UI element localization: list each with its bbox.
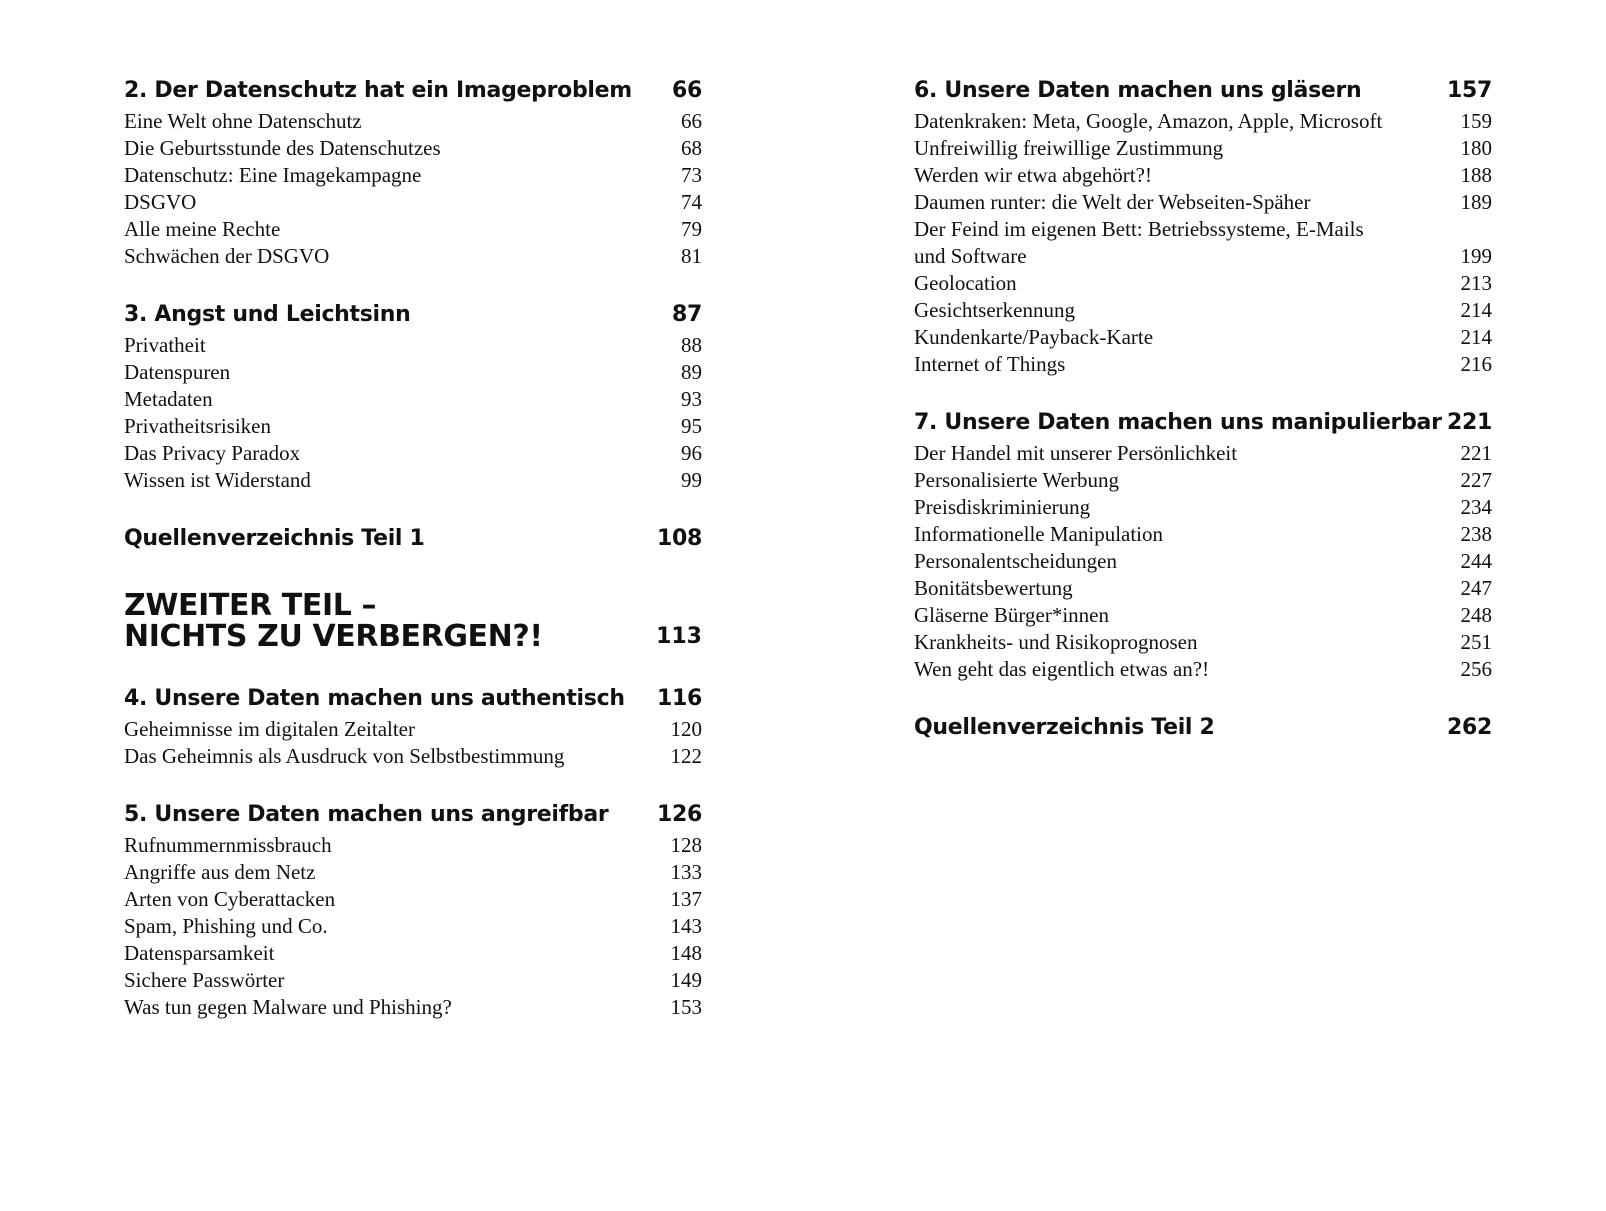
sources-heading[interactable]	[124, 522, 702, 556]
sources-page-number: 108	[656, 526, 702, 551]
toc-entry[interactable]	[124, 189, 702, 216]
entry-title: Werden wir etwa abgehört?!	[914, 163, 1152, 187]
entry-title: Der Feind im eigenen Bett: Betriebssysteme, E-Mails	[914, 217, 1364, 241]
toc-entry[interactable]	[124, 108, 702, 135]
entry-title: Geolocation	[914, 271, 1017, 295]
entry-page-number: 256	[1460, 657, 1492, 681]
toc-entry[interactable]	[914, 324, 1492, 351]
entry-page-number: 79	[681, 217, 702, 241]
entry-title: Schwächen der DSGVO	[124, 244, 330, 268]
chapter-page-number: 116	[656, 686, 702, 711]
chapter-title: 6. Unsere Daten machen uns gläsern	[914, 78, 1362, 103]
entry-page-number: 74	[681, 190, 702, 214]
entry-page-number: 213	[1460, 271, 1492, 295]
toc-entry[interactable]	[124, 359, 702, 386]
toc-entry[interactable]	[914, 135, 1492, 162]
entry-title: Spam, Phishing und Co.	[124, 914, 328, 938]
entry-title: Rufnummernmissbrauch	[124, 833, 332, 857]
toc-entry[interactable]	[124, 135, 702, 162]
entry-page-number: 180	[1460, 136, 1492, 160]
entry-title: Das Privacy Paradox	[124, 441, 301, 465]
entry-page-number: 199	[1460, 244, 1492, 268]
entry-page-number: 214	[1460, 325, 1492, 349]
entry-title: Datensparsamkeit	[124, 941, 275, 965]
entry-title: Personalentscheidungen	[914, 549, 1117, 573]
toc-entry[interactable]	[124, 386, 702, 413]
entry-page-number: 234	[1460, 495, 1492, 519]
entry-title: Gesichtserkennung	[914, 298, 1075, 322]
toc-chapter-2	[124, 74, 702, 270]
entry-title: Eine Welt ohne Datenschutz	[124, 109, 362, 133]
toc-entry[interactable]	[914, 162, 1492, 189]
toc-entry[interactable]	[124, 967, 702, 994]
part-title	[124, 590, 543, 652]
entry-title: Die Geburtsstunde des Datenschutzes	[124, 136, 441, 160]
chapter-page-number: 221	[1446, 410, 1492, 435]
toc-entry[interactable]	[914, 521, 1492, 548]
chapter-heading[interactable]	[124, 74, 702, 108]
entry-title: Informationelle Manipulation	[914, 522, 1164, 546]
chapter-page-number: 87	[671, 302, 702, 327]
entry-page-number: 148	[670, 941, 702, 965]
toc-sources-part-1	[124, 522, 702, 556]
toc-chapter-6	[914, 74, 1492, 378]
entry-page-number: 68	[681, 136, 702, 160]
entry-page-number: 188	[1460, 163, 1492, 187]
toc-entry[interactable]	[124, 413, 702, 440]
entry-page-number: 214	[1460, 298, 1492, 322]
chapter-page-number: 157	[1446, 78, 1492, 103]
part-title-line-2: NICHTS ZU VERBERGEN?!	[124, 619, 543, 654]
toc-part-heading[interactable]	[124, 590, 702, 652]
entry-title: Das Geheimnis als Ausdruck von Selbstbestimmung	[124, 744, 565, 768]
sources-title: Quellenverzeichnis Teil 1	[124, 526, 425, 551]
toc-entry[interactable]	[124, 994, 702, 1021]
entry-title: Datenschutz: Eine Imagekampagne	[124, 163, 422, 187]
toc-entry[interactable]	[124, 832, 702, 859]
toc-left-column	[124, 74, 702, 1049]
toc-entry[interactable]	[914, 440, 1492, 467]
toc-entry[interactable]	[914, 629, 1492, 656]
toc-entry[interactable]	[124, 940, 702, 967]
entry-title: Geheimnisse im digitalen Zeitalter	[124, 717, 415, 741]
toc-chapter-4	[124, 682, 702, 770]
entry-title: Bonitätsbewertung	[914, 576, 1073, 600]
toc-entry[interactable]	[914, 467, 1492, 494]
toc-entry[interactable]	[914, 297, 1492, 324]
toc-entry[interactable]	[124, 440, 702, 467]
entry-page-number: 244	[1460, 549, 1492, 573]
entry-title: Datenkraken: Meta, Google, Amazon, Apple, Microsoft	[914, 109, 1383, 133]
entry-page-number: 89	[681, 360, 702, 384]
entry-title: DSGVO	[124, 190, 197, 214]
entry-title: Alle meine Rechte	[124, 217, 281, 241]
entry-page-number: 189	[1460, 190, 1492, 214]
sources-heading[interactable]	[914, 711, 1492, 745]
chapter-page-number: 66	[671, 78, 702, 103]
entry-title: Was tun gegen Malware und Phishing?	[124, 995, 452, 1019]
entry-page-number: 99	[681, 468, 702, 492]
entry-title: Privatheit	[124, 333, 206, 357]
entry-title-continued: und Software	[914, 244, 1027, 268]
entry-page-number: 73	[681, 163, 702, 187]
entry-page-number: 227	[1460, 468, 1492, 492]
toc-entry[interactable]	[914, 189, 1492, 216]
entry-page-number: 247	[1460, 576, 1492, 600]
entry-page-number: 238	[1460, 522, 1492, 546]
chapter-heading[interactable]	[914, 406, 1492, 440]
chapter-heading[interactable]	[124, 798, 702, 832]
entry-page-number: 122	[670, 744, 702, 768]
entry-title: Angriffe aus dem Netz	[124, 860, 316, 884]
toc-chapter-5	[124, 798, 702, 1021]
sources-page-number: 262	[1446, 715, 1492, 740]
entry-page-number: 159	[1460, 109, 1492, 133]
toc-entry[interactable]	[914, 108, 1492, 135]
entry-page-number: 137	[670, 887, 702, 911]
toc-entry[interactable]	[124, 913, 702, 940]
entry-title: Gläserne Bürger*innen	[914, 603, 1109, 627]
entry-title: Metadaten	[124, 387, 213, 411]
toc-entry[interactable]	[124, 332, 702, 359]
chapter-heading[interactable]	[124, 298, 702, 332]
entry-title: Datenspuren	[124, 360, 231, 384]
entry-title: Wen geht das eigentlich etwas an?!	[914, 657, 1210, 681]
entry-title: Preisdiskriminierung	[914, 495, 1091, 519]
sources-title: Quellenverzeichnis Teil 2	[914, 715, 1215, 740]
toc-entry[interactable]	[124, 886, 702, 913]
entry-page-number: 128	[670, 833, 702, 857]
chapter-title: 4. Unsere Daten machen uns authentisch	[124, 686, 625, 711]
toc-entry[interactable]	[914, 548, 1492, 575]
entry-page-number: 248	[1460, 603, 1492, 627]
toc-entry[interactable]	[124, 467, 702, 494]
toc-entry-multiline[interactable]	[914, 216, 1492, 243]
entry-page-number: 95	[681, 414, 702, 438]
entry-title: Arten von Cyberattacken	[124, 887, 336, 911]
part-page-number: 113	[656, 624, 702, 649]
toc-chapter-3	[124, 298, 702, 494]
toc-entry-continuation[interactable]	[914, 243, 1492, 270]
chapter-heading[interactable]	[914, 74, 1492, 108]
toc-sources-part-2	[914, 711, 1492, 745]
entry-page-number: 143	[670, 914, 702, 938]
toc-chapter-7	[914, 406, 1492, 683]
toc-right-column	[914, 74, 1492, 773]
part-title-line-1: ZWEITER TEIL –	[124, 588, 377, 623]
entry-page-number: 96	[681, 441, 702, 465]
entry-title: Sichere Passwörter	[124, 968, 285, 992]
chapter-heading[interactable]	[124, 682, 702, 716]
entry-title: Kundenkarte/Payback-Karte	[914, 325, 1154, 349]
entry-title: Unfreiwillig freiwillige Zustimmung	[914, 136, 1224, 160]
toc-entry[interactable]	[914, 602, 1492, 629]
entry-title: Krankheits- und Risikoprognosen	[914, 630, 1198, 654]
entry-page-number: 93	[681, 387, 702, 411]
entry-title: Wissen ist Widerstand	[124, 468, 311, 492]
toc-entry[interactable]	[124, 859, 702, 886]
toc-entry[interactable]	[124, 716, 702, 743]
entry-title: Der Handel mit unserer Persönlichkeit	[914, 441, 1238, 465]
entry-page-number: 81	[681, 244, 702, 268]
toc-entry[interactable]	[914, 270, 1492, 297]
entry-title: Daumen runter: die Welt der Webseiten-Späher	[914, 190, 1311, 214]
entry-page-number: 149	[670, 968, 702, 992]
chapter-title: 3. Angst und Leichtsinn	[124, 302, 411, 327]
chapter-title: 7. Unsere Daten machen uns manipulierbar	[914, 410, 1442, 435]
toc-entry[interactable]	[124, 162, 702, 189]
toc-entry[interactable]	[914, 656, 1492, 683]
chapter-title: 2. Der Datenschutz hat ein Imageproblem	[124, 78, 632, 103]
entry-title: Privatheitsrisiken	[124, 414, 271, 438]
entry-title: Personalisierte Werbung	[914, 468, 1119, 492]
chapter-title: 5. Unsere Daten machen uns angreifbar	[124, 802, 609, 827]
toc-entry[interactable]	[914, 351, 1492, 378]
toc-entry[interactable]	[914, 494, 1492, 521]
toc-entry[interactable]	[124, 243, 702, 270]
entry-page-number: 216	[1460, 352, 1492, 376]
toc-entry[interactable]	[124, 743, 702, 770]
entry-page-number: 120	[670, 717, 702, 741]
entry-title: Internet of Things	[914, 352, 1066, 376]
entry-page-number: 88	[681, 333, 702, 357]
toc-entry[interactable]	[914, 575, 1492, 602]
entry-page-number: 221	[1460, 441, 1492, 465]
entry-page-number: 153	[670, 995, 702, 1019]
chapter-page-number: 126	[656, 802, 702, 827]
entry-page-number: 251	[1460, 630, 1492, 654]
entry-page-number: 133	[670, 860, 702, 884]
toc-entry[interactable]	[124, 216, 702, 243]
entry-page-number: 66	[681, 109, 702, 133]
